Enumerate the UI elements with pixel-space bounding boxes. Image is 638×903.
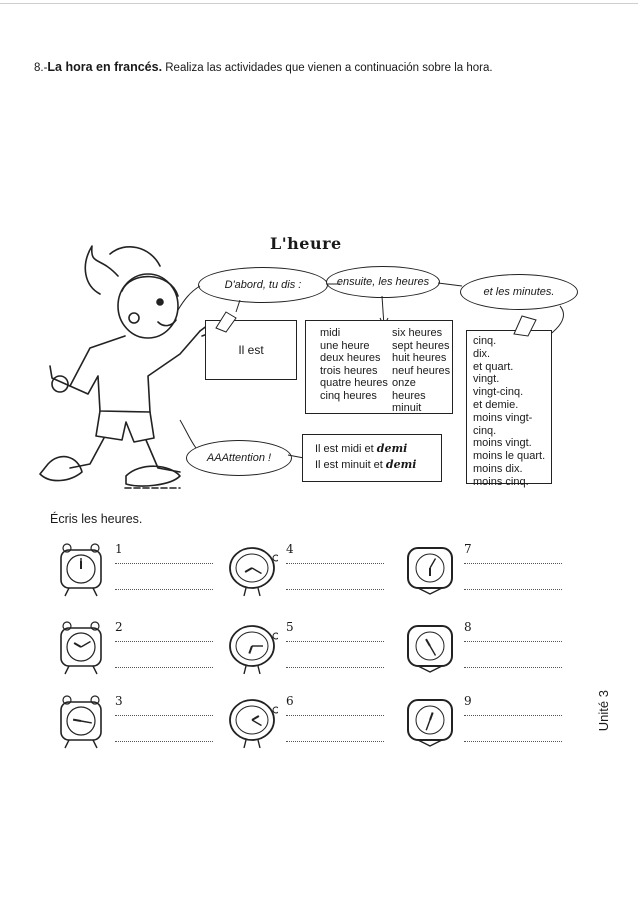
- minute-item: moins le quart.: [473, 450, 546, 463]
- answer-line[interactable]: [115, 666, 213, 668]
- attention-line-2: [315, 457, 416, 473]
- answer-line[interactable]: [464, 714, 562, 716]
- answer-line[interactable]: [464, 562, 562, 564]
- answer-line[interactable]: [464, 666, 562, 668]
- handwritten-demi: demi: [376, 442, 408, 455]
- exercise-item: [55, 692, 225, 758]
- alarm-clock-icon: [55, 540, 107, 598]
- exercise-number: 5: [286, 620, 294, 634]
- exercise-number: 6: [286, 694, 294, 708]
- exercise-item: [404, 540, 574, 606]
- exercise-item: [404, 692, 574, 758]
- exercise-number: 9: [464, 694, 472, 708]
- minute-item: et quart.: [473, 360, 514, 373]
- bubble-dabord: D'abord, tu dis :: [198, 267, 328, 303]
- answer-line[interactable]: [115, 714, 213, 716]
- note-hours: [305, 320, 453, 414]
- note-minutes: [466, 330, 552, 488]
- wall-clock-icon: [226, 692, 278, 750]
- hour-item: cinq heures: [320, 389, 377, 402]
- minute-item: dix.: [473, 347, 491, 360]
- exercise-item: [226, 618, 396, 684]
- minute-item: moins dix.: [473, 462, 523, 475]
- answer-line[interactable]: [286, 640, 384, 642]
- minute-item: et demie.: [473, 398, 519, 411]
- attention-line-1: [315, 441, 416, 457]
- exercise-number: 3: [115, 694, 123, 708]
- hour-item: deux heures: [320, 352, 381, 364]
- minute-item: moins vingt-cinq.: [473, 411, 533, 437]
- exercise-item: [226, 540, 396, 606]
- exercise-number: 1: [115, 542, 123, 556]
- minute-item: moins cinq.: [473, 475, 529, 488]
- handwritten-demi: demi: [385, 458, 417, 471]
- attention-text: Il est midi et: [315, 443, 377, 455]
- section-title: Écris les heures.: [50, 512, 143, 526]
- hour-item: trois heures: [320, 364, 378, 377]
- instruction-bold: La hora en francés.: [47, 60, 163, 74]
- exercise-number: 8: [464, 620, 472, 634]
- hour-item: une heure: [320, 339, 370, 352]
- alarm-clock-icon: [55, 692, 107, 750]
- instruction-number: 8.-: [34, 62, 48, 74]
- tape-icon: [508, 312, 542, 338]
- answer-line[interactable]: [115, 588, 213, 590]
- exercise-number: 7: [464, 542, 472, 556]
- hour-item: minuit: [392, 402, 422, 414]
- exercise-number: 4: [286, 542, 294, 556]
- tv-clock-icon: [404, 540, 456, 598]
- tv-clock-icon: [404, 692, 456, 750]
- hours-column-2: [392, 327, 452, 415]
- exercise-item: [404, 618, 574, 684]
- bubble-minutes: et les minutes.: [460, 274, 578, 310]
- note-attention: [302, 434, 442, 482]
- answer-line[interactable]: [286, 562, 384, 564]
- il-est-text: Il est: [238, 342, 264, 357]
- answer-line[interactable]: [464, 740, 562, 742]
- answer-line[interactable]: [286, 740, 384, 742]
- answer-line[interactable]: [286, 588, 384, 590]
- tape-icon: [212, 308, 242, 334]
- hour-item: onze heures: [392, 377, 426, 402]
- wall-clock-icon: [226, 618, 278, 676]
- hour-item: quatre heures: [320, 377, 388, 389]
- minutes-list: [473, 335, 551, 489]
- tv-clock-icon: [404, 618, 456, 676]
- minute-item: vingt-cinq.: [473, 386, 524, 399]
- hour-item: neuf heures: [392, 364, 451, 377]
- answer-line[interactable]: [115, 562, 213, 564]
- answer-line[interactable]: [286, 666, 384, 668]
- attention-lines: [315, 441, 416, 473]
- exercise-item: [55, 540, 225, 606]
- hour-item: sept heures: [392, 339, 450, 352]
- side-label: Unité 3: [596, 690, 611, 732]
- bubble-ensuite: ensuite, les heures: [326, 266, 440, 298]
- minute-item: cinq.: [473, 335, 497, 347]
- hour-item: six heures: [392, 327, 443, 339]
- answer-line[interactable]: [464, 640, 562, 642]
- answer-line[interactable]: [286, 714, 384, 716]
- hours-column-1: [320, 327, 388, 402]
- hour-item: midi: [320, 327, 341, 339]
- answer-line[interactable]: [115, 640, 213, 642]
- answer-line[interactable]: [115, 740, 213, 742]
- exercise-item: [226, 692, 396, 758]
- attention-text: Il est minuit et: [315, 459, 386, 471]
- bubble-attention: AAAttention !: [186, 440, 292, 476]
- exercise-number: 2: [115, 620, 123, 634]
- alarm-clock-icon: [55, 618, 107, 676]
- exercise-item: [55, 618, 225, 684]
- wall-clock-icon: [226, 540, 278, 598]
- answer-line[interactable]: [464, 588, 562, 590]
- hour-item: huit heures: [392, 352, 447, 364]
- instruction-text: Realiza las actividades que vienen a continuación sobre la hora.: [165, 62, 493, 74]
- minute-item: moins vingt.: [473, 437, 532, 450]
- minute-item: vingt.: [473, 373, 500, 386]
- page-title: L'heure: [270, 234, 342, 253]
